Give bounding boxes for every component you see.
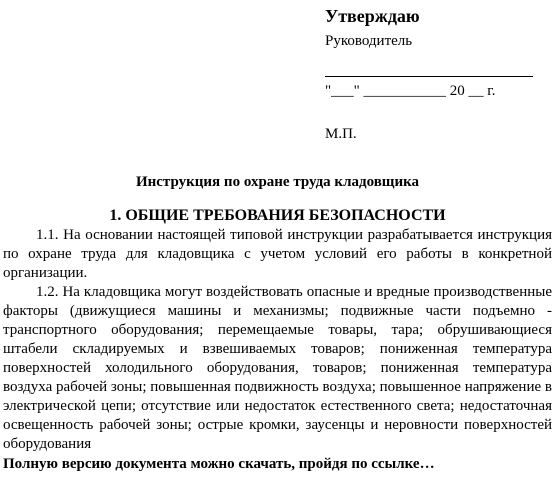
document-title: Инструкция по охране труда кладовщика — [135, 174, 420, 190]
approval-title: Утверждаю — [325, 6, 420, 26]
download-full-version-link[interactable]: Полную версию документа можно скачать, пройдя по ссылке… — [3, 456, 435, 472]
paragraph-1-1: 1.1. На основании настоящей типовой инструкции разрабатывается инструкция по охране труда для кладовщика с учетом условий его работы в конкретной организации. — [3, 227, 552, 281]
stamp-label: М.П. — [325, 126, 357, 142]
signature-line — [325, 76, 533, 77]
document-body — [3, 226, 552, 454]
approval-block — [325, 4, 550, 144]
approval-role: Руководитель — [325, 33, 413, 49]
section-title: 1. ОБЩИЕ ТРЕБОВАНИЯ БЕЗОПАСНОСТИ — [109, 207, 446, 224]
approval-date-line: "___" ___________ 20 __ г. — [325, 83, 496, 99]
paragraph-1-2: 1.2. На кладовщика могут воздействовать опасные и вредные производственные факторы (движущиеся машины и механизмы; подвижные части подъемно - транспортного оборудования; перемещаемые товары, тара; обрушивающиеся штабели складируемых и взвешиваемых товаров; пониженная температура поверхностей холодильного оборудования, товаров; пониженная температура воздуха рабочей зоны; повышенная подвижность воздуха; повышенное напряжение в электрической цепи; отсутствие или недостаток естественного света; недостаточная освещенность рабочей зоны; острые кромки, заусенцы и неровности поверхностей оборудования — [3, 284, 552, 452]
